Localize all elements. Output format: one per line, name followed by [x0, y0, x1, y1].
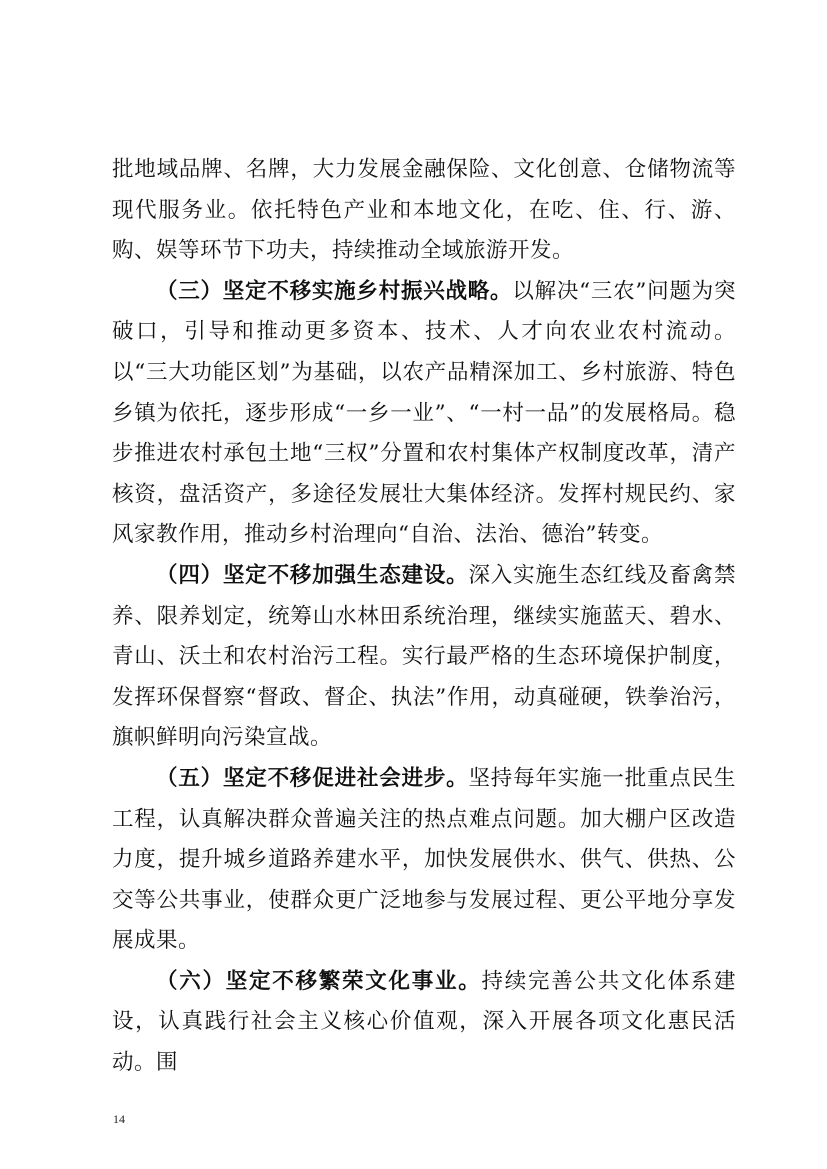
section-heading: （三）坚定不移实施乡村振兴战略。 — [156, 278, 513, 304]
paragraph-text: 以解决“三农”问题为突破口，引导和推动更多资本、技术、人才向农业农村流动。以“三大功能区划”为基础，以农产品精深加工、乡村旅游、特色乡镇为依托，逐步形成“一乡一业”、“一村一品”的发展格局。稳步推进农村承包土地“三权”分置和农村集体产权制度改革，清产核资，盘活资产，多途径发展壮大集体经济。发挥村规民约、家风家教作用，推动乡村治理向“自治、法治、德治”转变。 — [112, 278, 736, 548]
paragraph-text: 深入实施生态红线及畜禽禁养、限养划定，统筹山水林田系统治理，继续实施蓝天、碧水、青山、沃土和农村治污工程。实行最严格的生态环境保护制度，发挥环保督察“督政、督企、执法”作用，动真碰硬，铁拳治污，旗帜鲜明向污染宣战。 — [112, 562, 736, 751]
paragraph-text: 坚持每年实施一批重点民生工程，认真解决群众普遍关注的热点难点问题。加大棚户区改造力度，提升城乡道路养建水平，加快发展供水、供气、供热、公交等公共事业，使群众更广泛地参与发展过程、更公平地分享发展成果。 — [112, 765, 736, 954]
paragraph-text: 持续完善公共文化体系建设，认真践行社会主义核心价值观，深入开展各项文化惠民活动。围 — [112, 968, 736, 1076]
paragraph-social-progress — [112, 759, 736, 962]
page-number: 14 — [113, 1112, 125, 1126]
section-heading: （四）坚定不移加强生态建设。 — [156, 562, 469, 588]
paragraph-ecological-construction — [112, 556, 736, 759]
document-body — [112, 150, 736, 1084]
section-heading: （五）坚定不移促进社会进步。 — [156, 765, 469, 791]
paragraph-text: 批地域品牌、名牌，大力发展金融保险、文化创意、仓储物流等现代服务业。依托特色产业和本地文化，在吃、住、行、游、购、娱等环节下功夫，持续推动全域旅游开发。 — [112, 157, 736, 264]
paragraph-continuation — [112, 150, 736, 272]
paragraph-cultural-undertakings — [112, 962, 736, 1084]
paragraph-rural-revitalization — [112, 272, 736, 556]
section-heading: （六）坚定不移繁荣文化事业。 — [156, 968, 482, 994]
